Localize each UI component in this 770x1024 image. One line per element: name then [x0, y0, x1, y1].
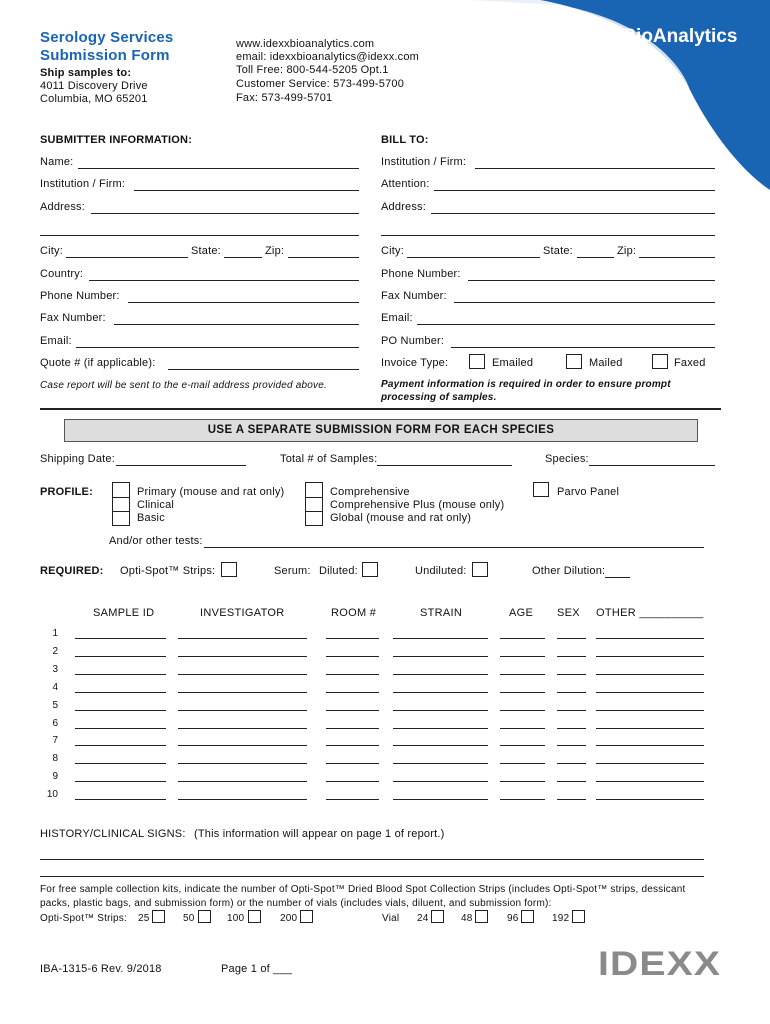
- table-cell-field[interactable]: [178, 692, 307, 693]
- strip-option-100: 100: [227, 913, 245, 924]
- history-field-1[interactable]: [40, 859, 704, 860]
- table-cell-field[interactable]: [178, 763, 307, 764]
- submitter-email-field[interactable]: [76, 347, 359, 348]
- table-cell-field[interactable]: [326, 692, 379, 693]
- billto-institution-field[interactable]: [475, 168, 715, 169]
- species-banner: USE A SEPARATE SUBMISSION FORM FOR EACH SPECIES: [64, 419, 698, 442]
- table-cell-field[interactable]: [393, 710, 488, 711]
- submitter-country-field[interactable]: [89, 280, 359, 281]
- col-room: ROOM #: [331, 607, 377, 619]
- required-label: REQUIRED:: [40, 565, 104, 577]
- submitter-name-field[interactable]: [78, 168, 359, 169]
- table-cell-field[interactable]: [178, 710, 307, 711]
- table-cell-field[interactable]: [75, 745, 166, 746]
- strip-50-checkbox[interactable]: [198, 910, 211, 923]
- table-cell-field[interactable]: [75, 781, 166, 782]
- table-cell-field[interactable]: [596, 638, 704, 639]
- history-field-2[interactable]: [40, 876, 704, 877]
- submitter-quote-field[interactable]: [168, 369, 359, 370]
- profile-left-checkbox-group[interactable]: [112, 482, 130, 526]
- submitter-phone-field[interactable]: [128, 302, 359, 303]
- submitter-email-label: Email:: [40, 335, 72, 347]
- page-number: Page 1 of ___: [221, 963, 293, 975]
- invoice-mailed-checkbox[interactable]: [566, 354, 582, 369]
- table-cell-field[interactable]: [393, 745, 488, 746]
- table-cell-field[interactable]: [596, 763, 704, 764]
- table-cell-field[interactable]: [178, 656, 307, 657]
- table-cell-field[interactable]: [500, 692, 545, 693]
- submitter-city-label: City:: [40, 245, 63, 257]
- row-number: 3: [52, 663, 58, 675]
- billto-po-field[interactable]: [451, 347, 715, 348]
- submitter-country-label: Country:: [40, 268, 84, 280]
- table-cell-field[interactable]: [326, 763, 379, 764]
- history-note: (This information will appear on page 1 of report.): [194, 828, 445, 840]
- row-number: 7: [52, 735, 58, 747]
- vial-option-48: 48: [461, 913, 473, 924]
- submitter-institution-label: Institution / Firm:: [40, 178, 126, 190]
- billto-city-label: City:: [381, 245, 404, 257]
- table-cell-field[interactable]: [326, 781, 379, 782]
- table-cell-field[interactable]: [75, 656, 166, 657]
- billto-attention-field[interactable]: [434, 190, 715, 191]
- table-cell-field[interactable]: [557, 799, 586, 800]
- vial-option-24: 24: [417, 913, 429, 924]
- table-cell-field[interactable]: [596, 656, 704, 657]
- kits-line1: For free sample collection kits, indicate the number of Opti-Spot™ Dried Blood Spot Collection Strips (includes Opti-Spot™ strips, dessicant: [40, 884, 686, 895]
- submitter-state-field[interactable]: [224, 257, 262, 258]
- table-cell-field[interactable]: [500, 656, 545, 657]
- shipping-date-label: Shipping Date:: [40, 453, 115, 465]
- ship-to-label: Ship samples to:: [40, 67, 132, 79]
- form-code: IBA-1315-6 Rev. 9/2018: [40, 963, 162, 975]
- required-other-dilution-label: Other Dilution:: [532, 565, 606, 577]
- submitter-address-field-2[interactable]: [40, 235, 359, 236]
- kits-strips-label: Opti-Spot™ Strips:: [40, 913, 127, 924]
- strip-100-checkbox[interactable]: [248, 910, 261, 923]
- kits-vial-label: Vial: [382, 913, 400, 924]
- col-sample-id: SAMPLE ID: [93, 607, 155, 619]
- row-number: 10: [46, 789, 58, 801]
- row-number: 8: [52, 753, 58, 765]
- col-age: AGE: [509, 607, 534, 619]
- table-cell-field[interactable]: [75, 728, 166, 729]
- table-cell-field[interactable]: [596, 799, 704, 800]
- table-cell-field[interactable]: [557, 656, 586, 657]
- billto-state-label: State:: [543, 245, 573, 257]
- billto-email-label: Email:: [381, 312, 413, 324]
- table-cell-field[interactable]: [326, 728, 379, 729]
- billto-zip-field[interactable]: [639, 257, 715, 258]
- table-cell-field[interactable]: [75, 763, 166, 764]
- table-cell-field[interactable]: [178, 674, 307, 675]
- col-investigator: INVESTIGATOR: [200, 607, 285, 619]
- table-cell-field[interactable]: [75, 638, 166, 639]
- billto-email-field[interactable]: [417, 324, 715, 325]
- vial-96-checkbox[interactable]: [521, 910, 534, 923]
- row-number: 2: [52, 645, 58, 657]
- other-tests-label: And/or other tests:: [109, 535, 203, 547]
- billto-phone-label: Phone Number:: [381, 268, 461, 280]
- billto-note-line1: Payment information is required in order to ensure prompt: [381, 379, 671, 390]
- idexx-logo: IDEXX: [598, 945, 722, 983]
- table-cell-field[interactable]: [500, 763, 545, 764]
- billto-fax-label: Fax Number:: [381, 290, 447, 302]
- billto-po-label: PO Number:: [381, 335, 445, 347]
- table-cell-field[interactable]: [500, 799, 545, 800]
- table-cell-field[interactable]: [326, 799, 379, 800]
- strip-200-checkbox[interactable]: [300, 910, 313, 923]
- table-cell-field[interactable]: [178, 799, 307, 800]
- billto-attention-label: Attention:: [381, 178, 430, 190]
- billto-zip-label: Zip:: [617, 245, 637, 257]
- submitter-fax-label: Fax Number:: [40, 312, 106, 324]
- required-serum-label: Serum:: [274, 565, 311, 577]
- profile-global-label: Global (mouse and rat only): [330, 512, 472, 524]
- table-cell-field[interactable]: [393, 799, 488, 800]
- vial-192-checkbox[interactable]: [572, 910, 585, 923]
- col-sex: SEX: [557, 607, 580, 619]
- billto-address-field[interactable]: [431, 213, 715, 214]
- table-cell-field[interactable]: [596, 728, 704, 729]
- table-cell-field[interactable]: [596, 745, 704, 746]
- table-cell-field[interactable]: [75, 710, 166, 711]
- submitter-phone-label: Phone Number:: [40, 290, 120, 302]
- submitter-institution-field[interactable]: [134, 190, 359, 191]
- billto-address-field-2[interactable]: [381, 235, 715, 236]
- contact-service: Customer Service: 573-499-5700: [236, 78, 405, 90]
- brand-prefix: IDEXX: [560, 26, 618, 47]
- profile-parvo-label: Parvo Panel: [557, 486, 620, 498]
- submitter-address-label: Address:: [40, 201, 86, 213]
- submitter-zip-field[interactable]: [288, 257, 359, 258]
- table-cell-field[interactable]: [393, 763, 488, 764]
- table-cell-field[interactable]: [75, 674, 166, 675]
- profile-middle-checkbox-group[interactable]: [305, 482, 323, 526]
- table-cell-field[interactable]: [557, 710, 586, 711]
- table-cell-field[interactable]: [557, 728, 586, 729]
- row-number: 6: [52, 717, 58, 729]
- total-samples-label: Total # of Samples:: [280, 453, 378, 465]
- row-number: 1: [52, 628, 58, 639]
- species-label: Species:: [545, 453, 589, 465]
- billto-institution-label: Institution / Firm:: [381, 156, 467, 168]
- table-cell-field[interactable]: [75, 799, 166, 800]
- row-number: 4: [52, 681, 58, 693]
- required-diluted-label: Diluted:: [319, 565, 358, 577]
- profile-comprehensive-plus-label: Comprehensive Plus (mouse only): [330, 499, 505, 511]
- required-optispot-checkbox[interactable]: [221, 562, 237, 577]
- strip-option-200: 200: [280, 913, 298, 924]
- table-cell-field[interactable]: [557, 763, 586, 764]
- table-cell-field[interactable]: [557, 638, 586, 639]
- profile-parvo-checkbox[interactable]: [533, 482, 549, 497]
- table-cell-field[interactable]: [75, 692, 166, 693]
- brand-name: [560, 26, 737, 48]
- submitter-zip-label: Zip:: [265, 245, 285, 257]
- required-diluted-checkbox[interactable]: [362, 562, 378, 577]
- table-cell-field[interactable]: [557, 692, 586, 693]
- billto-city-field[interactable]: [407, 257, 540, 258]
- submitter-fax-field[interactable]: [114, 324, 359, 325]
- billto-heading: BILL TO:: [381, 134, 429, 146]
- table-cell-field[interactable]: [557, 781, 586, 782]
- col-strain: STRAIN: [420, 607, 463, 619]
- table-cell-field[interactable]: [596, 710, 704, 711]
- submitter-state-label: State:: [191, 245, 221, 257]
- table-cell-field[interactable]: [326, 710, 379, 711]
- required-undiluted-label: Undiluted:: [415, 565, 467, 577]
- profile-label: PROFILE:: [40, 486, 93, 498]
- table-cell-field[interactable]: [326, 745, 379, 746]
- table-cell-field[interactable]: [596, 692, 704, 693]
- section-divider: [40, 408, 721, 410]
- billto-address-label: Address:: [381, 201, 427, 213]
- invoice-emailed-label: Emailed: [492, 357, 534, 369]
- invoice-mailed-label: Mailed: [589, 357, 623, 369]
- row-number: 5: [52, 699, 58, 711]
- ship-address-line1: 4011 Discovery Drive: [40, 80, 148, 92]
- table-cell-field[interactable]: [326, 674, 379, 675]
- table-cell-field[interactable]: [500, 745, 545, 746]
- table-cell-field[interactable]: [500, 781, 545, 782]
- submitter-address-field[interactable]: [91, 213, 359, 214]
- table-cell-field[interactable]: [178, 745, 307, 746]
- strip-option-50: 50: [183, 913, 195, 924]
- table-cell-field[interactable]: [500, 674, 545, 675]
- invoice-faxed-label: Faxed: [674, 357, 706, 369]
- row-number: 9: [52, 771, 58, 783]
- table-cell-field[interactable]: [500, 728, 545, 729]
- invoice-faxed-checkbox[interactable]: [652, 354, 668, 369]
- table-cell-field[interactable]: [393, 656, 488, 657]
- profile-basic-label: Basic: [137, 512, 165, 524]
- contact-email: email: idexxbioanalytics@idexx.com: [236, 51, 420, 63]
- vial-option-192: 192: [552, 913, 570, 924]
- table-cell-field[interactable]: [178, 781, 307, 782]
- form-title-line2: Submission Form: [40, 47, 170, 64]
- ship-address-line2: Columbia, MO 65201: [40, 93, 148, 105]
- contact-web: www.idexxbioanalytics.com: [236, 38, 375, 50]
- contact-tollfree: Toll Free: 800-544-5205 Opt.1: [236, 64, 389, 76]
- table-cell-field[interactable]: [500, 638, 545, 639]
- submitter-name-label: Name:: [40, 156, 74, 168]
- table-cell-field[interactable]: [326, 638, 379, 639]
- table-cell-field[interactable]: [393, 674, 488, 675]
- billto-invoice-type-label: Invoice Type:: [381, 357, 449, 369]
- submitter-note: Case report will be sent to the e-mail address provided above.: [40, 380, 327, 391]
- table-cell-field[interactable]: [178, 728, 307, 729]
- required-other-dilution-field[interactable]: [605, 577, 630, 578]
- strip-option-25: 25: [138, 913, 150, 924]
- invoice-emailed-checkbox[interactable]: [469, 354, 485, 369]
- history-label: HISTORY/CLINICAL SIGNS:: [40, 828, 186, 840]
- table-cell-field[interactable]: [178, 638, 307, 639]
- table-cell-field[interactable]: [557, 674, 586, 675]
- required-undiluted-checkbox[interactable]: [472, 562, 488, 577]
- vial-24-checkbox[interactable]: [431, 910, 444, 923]
- table-cell-field[interactable]: [393, 781, 488, 782]
- billto-state-field[interactable]: [577, 257, 614, 258]
- shipping-date-field[interactable]: [116, 465, 246, 466]
- required-optispot-label: Opti-Spot™ Strips:: [120, 565, 216, 577]
- submitter-city-field[interactable]: [66, 257, 188, 258]
- table-cell-field[interactable]: [393, 728, 488, 729]
- strip-25-checkbox[interactable]: [152, 910, 165, 923]
- submitter-quote-label: Quote # (if applicable):: [40, 357, 156, 369]
- col-other: OTHER __________: [596, 607, 704, 619]
- contact-fax: Fax: 573-499-5701: [236, 92, 333, 104]
- table-cell-field[interactable]: [557, 745, 586, 746]
- species-field[interactable]: [589, 465, 715, 466]
- billto-phone-field[interactable]: [468, 280, 715, 281]
- profile-clinical-label: Clinical: [137, 499, 175, 511]
- table-cell-field[interactable]: [393, 692, 488, 693]
- vial-48-checkbox[interactable]: [475, 910, 488, 923]
- vial-option-96: 96: [507, 913, 519, 924]
- kits-line2: packs, plastic bags, and submission form) or the number of vials (includes vials, diluent, and submission form):: [40, 898, 552, 909]
- table-cell-field[interactable]: [596, 674, 704, 675]
- total-samples-field[interactable]: [377, 465, 512, 466]
- profile-comprehensive-label: Comprehensive: [330, 486, 410, 498]
- table-cell-field[interactable]: [393, 638, 488, 639]
- submitter-heading: SUBMITTER INFORMATION:: [40, 134, 193, 146]
- table-cell-field[interactable]: [326, 656, 379, 657]
- brand-suffix: BioAnalytics: [622, 26, 738, 47]
- table-cell-field[interactable]: [596, 781, 704, 782]
- table-cell-field[interactable]: [500, 710, 545, 711]
- other-tests-field[interactable]: [204, 547, 704, 548]
- profile-primary-label: Primary (mouse and rat only): [137, 486, 285, 498]
- billto-fax-field[interactable]: [454, 302, 715, 303]
- form-title-line1: Serology Services: [40, 29, 174, 46]
- billto-note-line2: processing of samples.: [381, 392, 497, 403]
